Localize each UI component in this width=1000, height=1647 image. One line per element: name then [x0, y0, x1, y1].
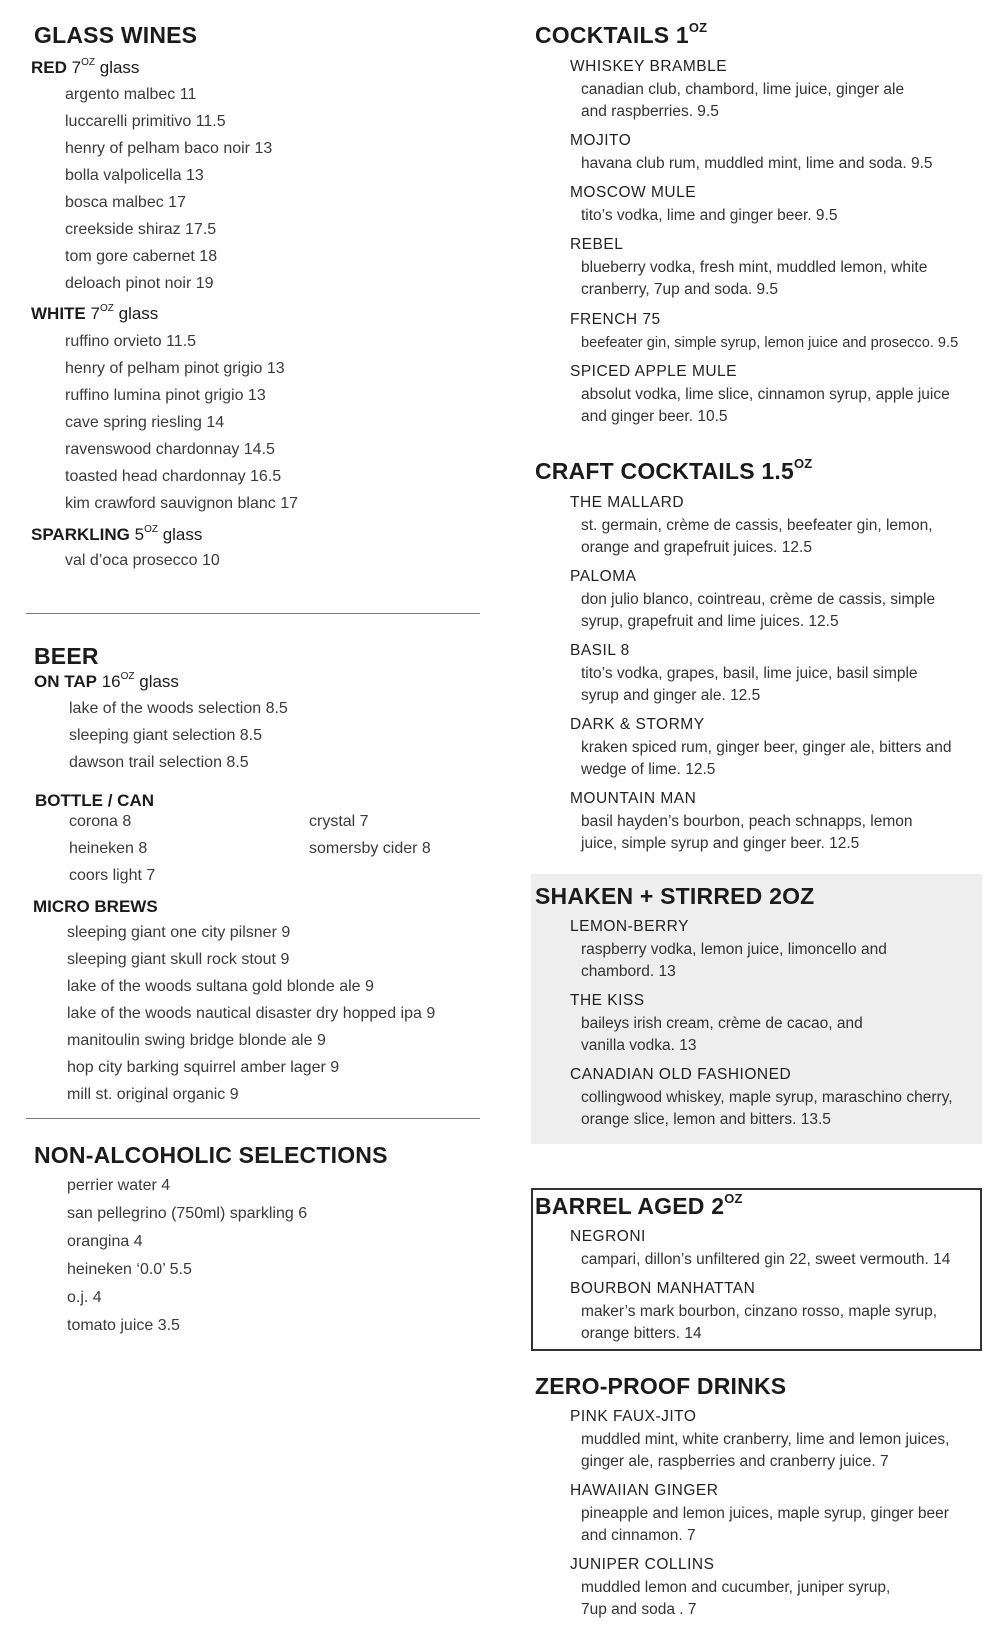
list-item: mill st. original organic 9 [67, 1086, 239, 1103]
desc-line: chambord. 13 [581, 963, 676, 980]
on-tap-unit: OZ [120, 671, 135, 682]
drink-name: HAWAIIAN GINGER [570, 1482, 719, 1499]
desc-line: and raspberries. 9.5 [581, 103, 719, 120]
list-item: orangina 4 [67, 1233, 143, 1250]
desc-line: syrup and ginger ale. 12.5 [581, 687, 761, 704]
list-item: bosca malbec 17 [65, 194, 186, 211]
list-item: sleeping giant one city pilsner 9 [67, 924, 291, 941]
white-wine-header [31, 304, 158, 324]
red-label: RED [31, 58, 67, 77]
list-item: luccarelli primitivo 11.5 [65, 113, 226, 130]
list-item: tom gore cabernet 18 [65, 248, 218, 265]
drink-description [581, 1013, 981, 1057]
drink-description [581, 589, 981, 633]
cocktails-title [535, 22, 707, 49]
drink-name: FRENCH 75 [570, 311, 661, 328]
desc-line: vanilla vodka. 13 [581, 1037, 697, 1054]
desc-line: basil hayden’s bourbon, peach schnapps, lemon [581, 813, 913, 830]
desc-line: muddled lemon and cucumber, juniper syrup, [581, 1579, 891, 1596]
sparkling-wine-header [31, 525, 202, 545]
drink-description [581, 205, 981, 227]
drink-name: CANADIAN OLD FASHIONED [570, 1066, 792, 1083]
barrel-aged-title [535, 1193, 743, 1220]
desc-line: raspberry vodka, lemon juice, limoncello and [581, 941, 887, 958]
sparkling-unit: OZ [144, 524, 158, 535]
list-item: henry of pelham pinot grigio 13 [65, 360, 285, 377]
desc-line: syrup, grapefruit and lime juices. 12.5 [581, 613, 839, 630]
drink-name: NEGRONI [570, 1228, 646, 1245]
bottle-can-label: BOTTLE / CAN [35, 791, 154, 810]
drink-description [581, 1503, 981, 1547]
desc-line: orange and grapefruit juices. 12.5 [581, 539, 812, 556]
desc-line: orange slice, lemon and bitters. 13.5 [581, 1111, 831, 1128]
list-item: heineken 8 [69, 840, 148, 857]
craft-cocktails-title-text: CRAFT COCKTAILS 1.5 [535, 458, 794, 484]
desc-line: absolut vodka, lime slice, cinnamon syrup, apple juice [581, 386, 950, 403]
list-item: san pellegrino (750ml) sparkling 6 [67, 1205, 308, 1222]
shaken-stirred-title: SHAKEN + STIRRED 2OZ [535, 883, 815, 909]
list-item: dawson trail selection 8.5 [69, 754, 249, 771]
red-unit: OZ [81, 57, 95, 68]
desc-line: juice, simple syrup and ginger beer. 12.5 [581, 835, 860, 852]
drink-name: MOUNTAIN MAN [570, 790, 697, 807]
drink-name: JUNIPER COLLINS [570, 1556, 715, 1573]
list-item: bolla valpolicella 13 [65, 167, 204, 184]
desc-line: blueberry vodka, fresh mint, muddled lemon, white [581, 259, 928, 276]
barrel-aged-title-text: BARREL AGED 2 [535, 1193, 725, 1219]
on-tap-suffix: glass [139, 672, 179, 691]
drink-name: BASIL 8 [570, 642, 630, 659]
zero-proof-title: ZERO-PROOF DRINKS [535, 1373, 787, 1399]
drink-description [581, 939, 981, 983]
cocktails-unit: OZ [688, 20, 708, 35]
cocktails-title-text: COCKTAILS 1 [535, 22, 689, 48]
drink-name: MOJITO [570, 132, 632, 149]
on-tap-header [34, 672, 179, 692]
list-item: ruffino orvieto 11.5 [65, 333, 197, 350]
red-suffix: glass [99, 58, 140, 77]
drink-name: WHISKEY BRAMBLE [570, 58, 728, 75]
desc-line: and cinnamon. 7 [581, 1527, 696, 1544]
drink-description [581, 1577, 981, 1621]
list-item: cave spring riesling 14 [65, 414, 225, 431]
desc-line: baileys irish cream, crème de cacao, and [581, 1015, 863, 1032]
drink-name: DARK & STORMY [570, 716, 705, 733]
on-tap-label: ON TAP [34, 672, 97, 691]
on-tap-size: 16 [101, 672, 121, 691]
list-item: ravenswood chardonnay 14.5 [65, 441, 275, 458]
micro-brews-label: MICRO BREWS [33, 897, 158, 916]
craft-cocktails-unit: OZ [793, 456, 813, 471]
desc-line: don julio blanco, cointreau, crème de cassis, simple [581, 591, 936, 608]
drink-description [581, 737, 981, 781]
desc-line: collingwood whiskey, maple syrup, maraschino cherry, [581, 1089, 953, 1106]
drink-description [581, 811, 981, 855]
craft-cocktails-title [535, 458, 812, 485]
desc-line: tito’s vodka, lime and ginger beer. 9.5 [581, 207, 838, 224]
desc-line: canadian club, chambord, lime juice, ginger ale [581, 81, 905, 98]
drink-name: THE MALLARD [570, 494, 685, 511]
list-item: corona 8 [69, 813, 132, 830]
white-suffix: glass [118, 304, 159, 323]
list-item: sleeping giant selection 8.5 [69, 727, 263, 744]
list-item: lake of the woods nautical disaster dry hopped ipa 9 [67, 1005, 436, 1022]
desc-line: tito’s vodka, grapes, basil, lime juice, basil simple [581, 665, 918, 682]
desc-line: campari, dillon’s unfiltered gin 22, sweet vermouth. 14 [581, 1251, 951, 1268]
list-item: tomato juice 3.5 [67, 1317, 180, 1334]
list-item: o.j. 4 [67, 1289, 102, 1306]
sparkling-label: SPARKLING [31, 525, 130, 544]
desc-line: muddled mint, white cranberry, lime and lemon juices, [581, 1431, 950, 1448]
list-item: val d’oca prosecco 10 [65, 552, 220, 569]
drink-name: SPICED APPLE MULE [570, 363, 738, 380]
desc-line: orange bitters. 14 [581, 1325, 702, 1342]
barrel-aged-unit: OZ [724, 1191, 743, 1206]
drink-description [581, 515, 981, 559]
micro-brews-header [33, 897, 158, 917]
desc-line: and ginger beer. 10.5 [581, 408, 728, 425]
desc-line: ginger ale, raspberries and cranberry juice. 7 [581, 1453, 889, 1470]
sparkling-suffix: glass [162, 525, 203, 544]
desc-line: havana club rum, muddled mint, lime and soda. 9.5 [581, 155, 933, 172]
desc-line: wedge of lime. 12.5 [581, 761, 716, 778]
drink-name: THE KISS [570, 992, 645, 1009]
drink-name: LEMON-BERRY [570, 918, 689, 935]
list-item: kim crawford sauvignon blanc 17 [65, 495, 299, 512]
drink-description [581, 1087, 981, 1131]
white-unit: OZ [99, 303, 114, 314]
list-item: sleeping giant skull rock stout 9 [67, 951, 290, 968]
beer-title: BEER [34, 643, 99, 669]
list-item: argento malbec 11 [65, 86, 197, 103]
list-item: perrier water 4 [67, 1177, 171, 1194]
glass-wines-title: GLASS WINES [34, 22, 198, 48]
drink-description [581, 332, 1000, 354]
red-size: 7 [71, 58, 82, 77]
bottle-can-header [35, 791, 154, 811]
drink-description [581, 153, 981, 175]
red-wine-header [31, 58, 139, 78]
desc-line: st. germain, crème de cassis, beefeater gin, lemon, [581, 517, 933, 534]
drink-name: BOURBON MANHATTAN [570, 1280, 756, 1297]
divider [26, 1118, 480, 1119]
non-alcoholic-title: NON-ALCOHOLIC SELECTIONS [34, 1142, 388, 1168]
drink-name: REBEL [570, 236, 624, 253]
desc-line: cranberry, 7up and soda. 9.5 [581, 281, 779, 298]
list-item: manitoulin swing bridge blonde ale 9 [67, 1032, 326, 1049]
list-item: henry of pelham baco noir 13 [65, 140, 273, 157]
list-item: ruffino lumina pinot grigio 13 [65, 387, 266, 404]
drink-description [581, 663, 981, 707]
list-item: lake of the woods sultana gold blonde ale 9 [67, 978, 374, 995]
list-item: coors light 7 [69, 867, 156, 884]
list-item: lake of the woods selection 8.5 [69, 700, 288, 717]
list-item: somersby cider 8 [309, 840, 431, 857]
desc-line: pineapple and lemon juices, maple syrup, ginger beer [581, 1505, 949, 1522]
drink-description [581, 384, 981, 428]
drink-description [581, 1249, 981, 1271]
list-item: deloach pinot noir 19 [65, 275, 214, 292]
drink-name: MOSCOW MULE [570, 184, 697, 201]
list-item: creekside shiraz 17.5 [65, 221, 217, 238]
list-item: crystal 7 [309, 813, 369, 830]
list-item: toasted head chardonnay 16.5 [65, 468, 282, 485]
desc-line: beefeater gin, simple syrup, lemon juice and prosecco. 9.5 [581, 335, 959, 351]
drink-description [581, 1301, 981, 1345]
drink-name: PALOMA [570, 568, 637, 585]
white-size: 7 [90, 304, 100, 323]
desc-line: 7up and soda . 7 [581, 1601, 697, 1618]
desc-line: kraken spiced rum, ginger beer, ginger ale, bitters and [581, 739, 952, 756]
drink-description [581, 79, 981, 123]
drink-name: PINK FAUX-JITO [570, 1408, 697, 1425]
white-label: WHITE [31, 304, 86, 323]
list-item: hop city barking squirrel amber lager 9 [67, 1059, 340, 1076]
drink-description [581, 1429, 981, 1473]
list-item: heineken ‘0.0’ 5.5 [67, 1261, 192, 1278]
divider [26, 613, 480, 614]
desc-line: maker’s mark bourbon, cinzano rosso, maple syrup, [581, 1303, 938, 1320]
sparkling-size: 5 [134, 525, 145, 544]
drink-description [581, 257, 981, 301]
